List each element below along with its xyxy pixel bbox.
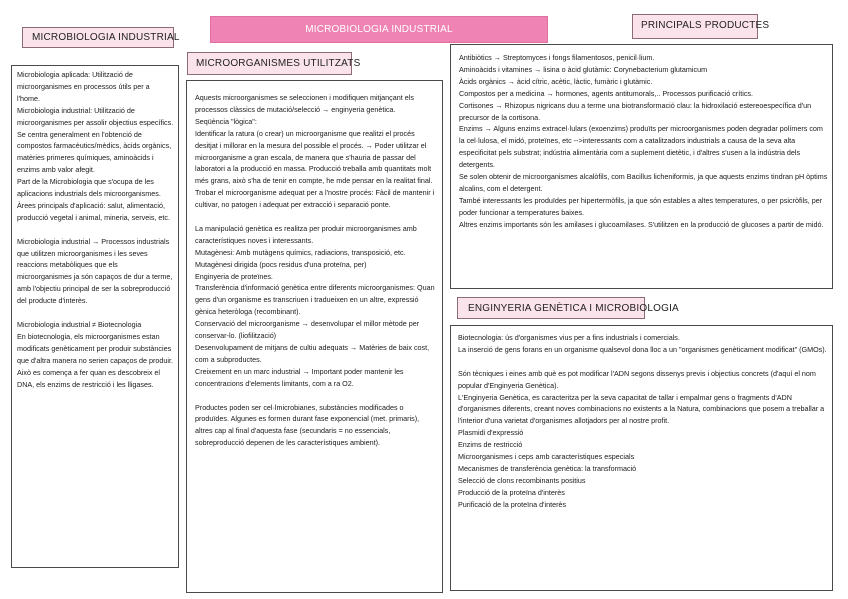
paragraph: Altres enzims importants són les amilases i glucoamilases. S'utilitzen en la producció de glucoses a partir de midó.: [459, 219, 824, 229]
paragraph: Selecció de clons recombinants positius: [458, 475, 586, 485]
box-principals-productes: [450, 44, 833, 289]
paragraph: Mutagènesi: Amb mutàgens químics, radiacions, transposició, etc. Mutagènesi dirigida (pocs residus d'una proteïna, per): [195, 247, 406, 269]
paragraph: Mecanismes de transferència genètica: la transformació: [458, 463, 637, 473]
paragraph: Microbiologia industrial → Processos industrials que utilitzen microorganismes i les seves reaccions metabòliques que els microorganismes ja són capaços de dur a terme, amb l'objectiu principal de ser la sobreproducció del producte d'interès.: [17, 236, 173, 306]
paragraph: Aminoàcids i vitamines → lisina o àcid glutàmic: Corynebacterium glutamicum: [459, 64, 708, 74]
spacer: [195, 211, 438, 223]
paragraph: Productes poden ser cel·lmicrobianes, substàncies modificades o produïdes. Algunes es formen durant fase exponencial (met. primaris), altres cap al final d'aquesta fase (secundaris = no essencials, sobreproducció depenen de les característiques ambient).: [195, 402, 420, 448]
spacer: [17, 307, 174, 319]
paragraph: Àrees principals d'aplicació: salut, alimentació, producció vegetal i animal, mineria, serveis, etc.: [17, 200, 171, 222]
paragraph: Compostos per a medicina → hormones, agents antitumorals,.. Processos purificació crítics.: [459, 88, 754, 98]
spacer: [17, 224, 174, 236]
box-enginyeria-genetica: [450, 325, 833, 591]
spacer: [195, 390, 438, 402]
paragraph: Se solen obtenir de microorganismes alcalòfils, com Bacillus licheniformis, ja que aquests enzims tindran pH òptims alcalins, com el detergent.: [459, 172, 828, 193]
paragraph: També interessants les produïdes per hipertermòfils, ja que són estables a altes temperatures, o per psicròfils, per poder funcionar a temperatures baixes.: [459, 195, 823, 217]
paragraph: Àcids orgànics → àcid cítric, acètic, làctic, fumàric i glutàmic.: [459, 76, 653, 86]
paragraph: Microorganismes i ceps amb característiques especials: [458, 452, 635, 462]
paragraph: Identificar la ratura (o crear) un microorganisme que realitzi el procés desitjat i millorar en la mesura del possible el procés. → Poder utilitzar el microorganisme a gran escala, de manera que s'hauria de passar del laboratori a la producció en massa. Producció treballa amb quantitats molt més grans, això s'ha de tenir en compte, he mde pensar en la realitat final.: [195, 128, 433, 186]
page-title: MICROBIOLOGIA INDUSTRIAL: [210, 16, 548, 43]
paragraph: L'Enginyeria Genètica, es caracteritza per la seva capacitat de tallar i empalmar gens o fragments d'ADN d'organismes diferents, creant noves combinacions no existents a la Natura, combinacions que posem a treballar a l'interior d'una varietat d'organismes allotjadors per al nostre profit.: [458, 392, 825, 426]
paragraph: Enzims de restricció: [458, 440, 523, 450]
paragraph: Purificació de la proteïna d'interès: [458, 499, 567, 509]
header-microbiologia-industrial: MICROBIOLOGIA INDUSTRIAL: [22, 27, 174, 48]
box-microbiologia-industrial: [11, 65, 179, 568]
paragraph: Microbiologia industrial ≠ Biotecnologia: [17, 320, 142, 329]
header-principals-productes: PRINCIPALS PRODUCTES: [632, 14, 758, 39]
paragraph: Part de la Microbiologia que s'ocupa de les aplicacions industrials dels microorganismes.: [17, 177, 161, 199]
paragraph: Cortisones → Rhizopus nigricans duu a terme una biotransformació clau: la hidroxilació estereoespecífica d'un precursor de la cortisona.: [459, 100, 812, 122]
paragraph: Microbiologia aplicada: Utilització de microorganismes en processos útils per a l'home.: [17, 70, 150, 103]
paragraph: Producció de la proteïna d'interès: [458, 487, 565, 497]
paragraph: Enginyeria de proteïnes.: [195, 271, 273, 281]
paragraph: Enzims → Alguns enzims extracel·lulars (exoenzims) produïts per microorganismes poden degradar polímers com la cel·lulosa, el midó, proteïnes, etc -->interessants com a catalitzadors industrials a causa de la seva alta especificitat pels substrat; indústria alimentària com a suplement dietètic, i d'altres s'usen a la indústria dels detergents.: [459, 124, 823, 170]
paragraph: Antibiòtics → Streptomyces i fongs filamentosos, penicil·lium.: [459, 53, 655, 62]
paragraph: Microbiologia industrial: Utilització de microorganismes per assolir objectius específics. Se centra generalment en l'obtenció de compostos farmacèutics/mèdics, àcids orgànics, matèries primeres químiques, aminoàcids i enzims amb valor afegit.: [17, 105, 174, 175]
paragraph: Desenvolupament de mitjans de cultiu adequats → Matèries de baix cost, com a subproductes.: [195, 343, 430, 364]
header-enginyeria-genetica: ENGINYERIA GENÈTICA I MICROBIOLOGIA: [457, 297, 645, 319]
paragraph: Plasmidi d'expressió: [458, 428, 524, 438]
paragraph: Biotecnologia: ús d'organismes vius per a fins industrials i comercials.: [458, 333, 680, 342]
paragraph: Trobar el microorganisme adequat per a l'nostre procés: Fàcil de mantenir i cultivar, no patogen i adequat per extracció i separació ponte.: [195, 188, 435, 210]
spacer: [458, 356, 828, 368]
paragraph: La manipulació genètica es realitza per produir microorganismes amb característiques noves i interessants.: [195, 223, 417, 245]
paragraph: Transferència d'informació genètica entre diferents microorganismes: Quan gens d'un organisme es transcriuen i tradueixen en un altre, expressió gènica heteròloga (recombinant).: [195, 283, 435, 317]
paragraph: En biotecnologia, els microorganismes estan modificats genèticament per produir substàncies que d'altra manera no serien capaços de produir. Això es comença a fer quan es descobreix el DNA, els enzims de restricció i les lligases.: [17, 331, 174, 389]
paragraph: La inserció de gens forans en un organisme qualsevol dona lloc a un "organismes genèticament modificat" (GMOs).: [458, 344, 827, 354]
paragraph: Conservació del microorganisme → desenvolupar el millor mètode per conservar-lo. (liofilització): [195, 319, 420, 341]
paragraph: Seqüència "lògica":: [195, 116, 257, 126]
paragraph: Són tècniques i eines amb què es pot modificar l'ADN segons dissenys previs i objectius concrets (d'aquí el nom popular d'Enginyeria Genètica).: [458, 368, 816, 390]
box-microorganismes-utilitzats: [186, 80, 443, 593]
paragraph: Creixement en un marc industrial → Important poder mantenir les concentracions d'elements limitants, com a ra O2.: [195, 366, 404, 388]
header-microorganismes-utilitzats: MICROORGANISMES UTILITZATS: [187, 52, 352, 75]
paragraph: Aquests microorganismes se seleccionen i modifiquen mitjançant els processos clàssics de mutació/selecció → enginyeria genètica.: [195, 93, 414, 114]
